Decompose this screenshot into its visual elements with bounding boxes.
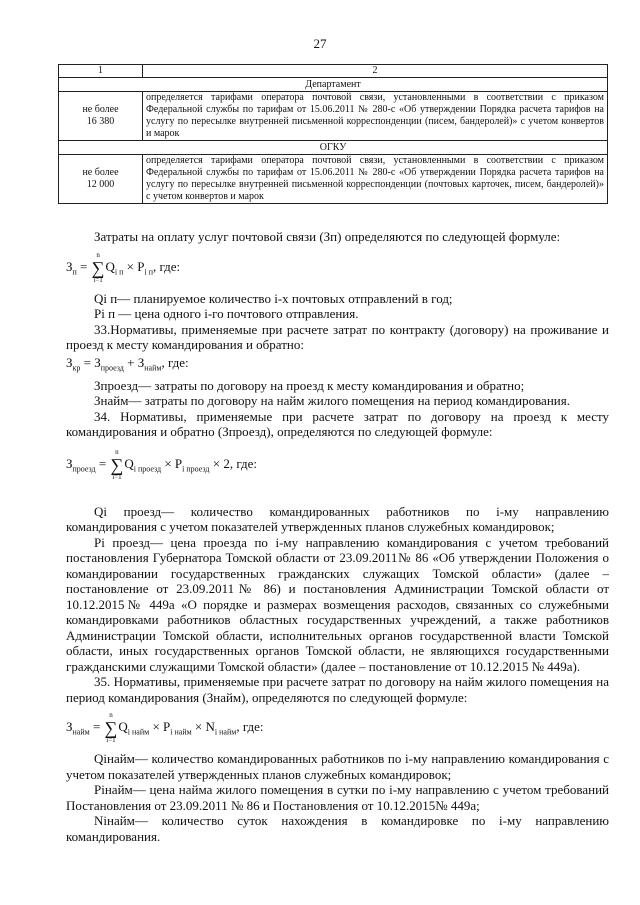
formula-postal: $З_п = n$ ∑ $i=1Q_{i п} \times P_{i п}$, где: (66, 250, 181, 284)
paragraph: Qiнайм— количество командированных работников по i-му направлению командирования с учетом показателей утвержденных планов служебных командировок; (66, 751, 609, 782)
paragraph: Piнайм— цена найма жилого помещения в сутки по i-му направлению с учетом требований Постановления от 23.09.2011 № 86 и Постановления от 10.12.2015№ 449а; (66, 782, 609, 813)
table-section-row (59, 78, 608, 92)
section-title-ogku: ОГКУ (59, 141, 608, 155)
paragraph: 33.Нормативы, применяемые при расчете затрат по контракту (договору) на проживание и проезд к месту командирования и обратно: (66, 321, 609, 352)
table-row (59, 155, 608, 204)
page-number: 27 (313, 36, 327, 51)
paragraph: Qi проезд— количество командированных работников по i-му направлению командирования с учетом показателей утвержденных планов служебных командировок; (66, 503, 609, 535)
paragraph: Qi п— планируемое количество i-х почтовых отправлений в год; (94, 290, 453, 306)
limit-cell: не более 12 000 (59, 155, 143, 204)
limit-cell: не более 16 380 (59, 92, 143, 141)
paragraph: Pi п — цена одного i-го почтового отправления. (94, 306, 359, 321)
formula-travel-total: $З_{кр} = З_{проезд} + З_{найм}$, где: (66, 354, 189, 373)
paragraph: Затраты на оплату услуг почтовой связи (Зп) определяются по следующей формуле: (94, 229, 561, 244)
paragraph: Зпроезд— затраты по договору на проезд к месту командирования и обратно; (94, 377, 525, 393)
header-col-1: 1 (59, 65, 143, 78)
paragraph: Niнайм— количество суток нахождения в командировке по i-му направлению командирования. (66, 813, 609, 844)
postal-norms-table (58, 64, 608, 204)
sum-symbol: n ∑ i=1 (110, 447, 124, 481)
paragraph: Pi проезд— цена проезда по i-му направлению командирования с учетом требований постановления Губернатора Томской области от 23.09.2011№ 86 «Об утверждении Положения о командировании государственных гражданских служащих Томской области» (далее – постановление от 23.09.2011№ 86) и постановления Администрации Томской области от 10.12.2015№ 449а «О порядке и размерах возмещения расходов, связанных со служебными командировками работников областных государственных учреждений, а также работников Администрации Томской области, исполнительных органов государственной власти Томской области, иных государственных органов Томской области, не являющихся государственными гражданскими служащими Томской области» (далее – постановление от 10.12.2015 № 449а). (66, 534, 609, 674)
section-title-department: Департамент (59, 78, 608, 92)
document-body (66, 229, 609, 844)
formula-accommodation: $З_{найм} = n$ ∑ $i=1Q_{i найм} \times P_{i найм} \times N_{i найм}$, где: (66, 711, 264, 745)
formula-travel-fare: $З_{проезд} = n$ ∑ $i=1Q_{i проезд} \times P_{i проезд} \times 2$, где: (66, 447, 258, 481)
table-section-row (59, 141, 608, 155)
sum-symbol: n ∑ i=1 (91, 250, 105, 284)
sum-symbol: n ∑ i=1 (104, 711, 118, 745)
header-col-2: 2 (143, 65, 608, 78)
description-cell: определяется тарифами оператора почтовой связи, установленными в соответствии с приказом Федеральной службы по тарифам от 15.06.2011 № 280-с «Об утверждении Порядка расчета тарифов на услугу по пересылке внутренней письменной корреспонденции (почтовых карточек, писем, бандеролей)» с учетом конвертов и марок (143, 155, 608, 204)
paragraph: Знайм— затраты по договору на найм жилого помещения на период командирования. (94, 393, 570, 409)
table-header-row (59, 65, 608, 78)
paragraph: 34. Нормативы, применяемые при расчете затрат по договору на проезд к месту командирования и обратно (Зпроезд), определяются по следующей формуле: (66, 408, 609, 440)
description-cell: определяется тарифами оператора почтовой связи, установленными в соответствии с приказом Федеральной службы по тарифам от 15.06.2011 № 280-с «Об утверждении Порядка расчета тарифов на услугу по пересылке внутренней письменной корреспонденции (писем, бандеролей)» с учетом конвертов и марок (143, 92, 608, 141)
table-row (59, 92, 608, 141)
paragraph: 35. Нормативы, применяемые при расчете затрат по договору на найм жилого помещения на период командирования (Знайм), определяются по следующей формуле: (66, 674, 609, 705)
